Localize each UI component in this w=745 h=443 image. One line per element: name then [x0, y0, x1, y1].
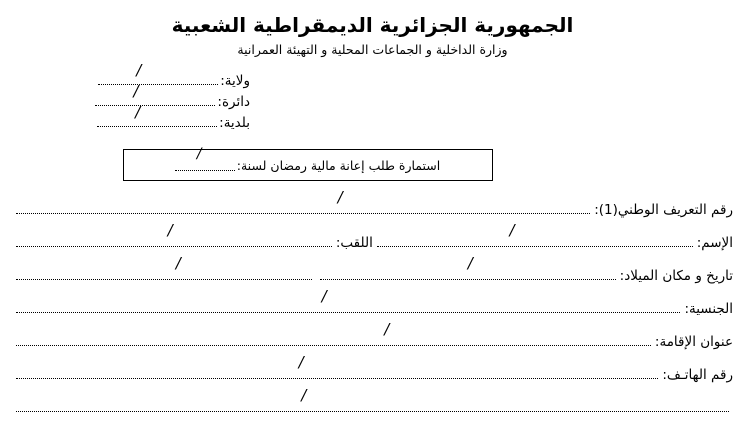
- field-value-extra: /: [301, 386, 307, 405]
- field-input-extra[interactable]: [16, 386, 729, 412]
- field-input-birth-place[interactable]: [16, 254, 312, 280]
- ministry-subtitle: وزارة الداخلية و الجماعات المحلية و التهيئة العمرانية: [237, 42, 508, 57]
- admin-input-wilaya[interactable]: [98, 61, 218, 85]
- field-label-last-name: اللقب:: [335, 235, 373, 252]
- admin-input-daira[interactable]: [95, 82, 215, 106]
- field-row-name: [12, 221, 733, 267]
- field-label-birth: تاريخ و مكان الميلاد:: [619, 268, 733, 285]
- field-value-birth-place: /: [175, 254, 181, 273]
- field-label-nationality: الجنسية:: [684, 301, 733, 318]
- field-row-birth: [12, 254, 733, 300]
- field-input-phone[interactable]: [16, 353, 658, 379]
- field-input-first-name[interactable]: [377, 221, 693, 247]
- field-row-phone: [12, 353, 733, 399]
- administrative-block: [0, 61, 745, 132]
- request-title-box: [123, 146, 493, 181]
- field-input-national-id[interactable]: [16, 188, 590, 214]
- field-value-national-id: /: [337, 188, 343, 207]
- field-input-last-name[interactable]: [16, 221, 332, 247]
- request-year-value: /: [196, 146, 202, 163]
- page-title: الجمهورية الجزائرية الديمقراطية الشعبية: [171, 13, 574, 37]
- admin-value-wilaya: /: [136, 61, 142, 80]
- admin-row-wilaya: [0, 61, 745, 90]
- request-title-text: استمارة طلب إعانة مالية رمضان لسنة:: [236, 157, 441, 173]
- field-value-address: /: [384, 320, 390, 339]
- field-row-extra: [12, 386, 733, 432]
- field-value-nationality: /: [321, 287, 327, 306]
- field-value-birth-date: /: [467, 254, 473, 273]
- field-input-nationality[interactable]: [16, 287, 680, 313]
- form-fields: [0, 188, 745, 432]
- admin-row-daira: [0, 82, 745, 111]
- field-value-last-name: /: [167, 221, 173, 240]
- field-label-national-id: رقم التعريف الوطني(1):: [594, 202, 733, 219]
- admin-label-daira: دائرة:: [217, 94, 250, 111]
- document-page: [0, 12, 745, 443]
- field-label-address: عنوان الإقامة:: [654, 334, 733, 351]
- request-box-wrapper: [0, 146, 745, 181]
- field-label-first-name: الإسم:: [696, 235, 733, 252]
- field-label-phone: رقم الهاتـف:: [662, 367, 733, 384]
- field-row-nationality: [12, 287, 733, 333]
- field-value-first-name: /: [509, 221, 515, 240]
- admin-value-baladiya: /: [135, 103, 141, 122]
- admin-input-baladiya[interactable]: [97, 103, 217, 127]
- field-input-address[interactable]: [16, 320, 651, 346]
- field-row-address: [12, 320, 733, 366]
- field-row-national-id: [12, 188, 733, 234]
- admin-label-wilaya: ولاية:: [220, 73, 250, 90]
- field-value-phone: /: [298, 353, 304, 372]
- request-year-input[interactable]: [175, 146, 235, 171]
- admin-row-baladiya: [0, 103, 745, 132]
- field-input-birth-date[interactable]: [320, 254, 616, 280]
- admin-label-baladiya: بلدية:: [219, 115, 250, 132]
- admin-value-daira: /: [133, 82, 139, 101]
